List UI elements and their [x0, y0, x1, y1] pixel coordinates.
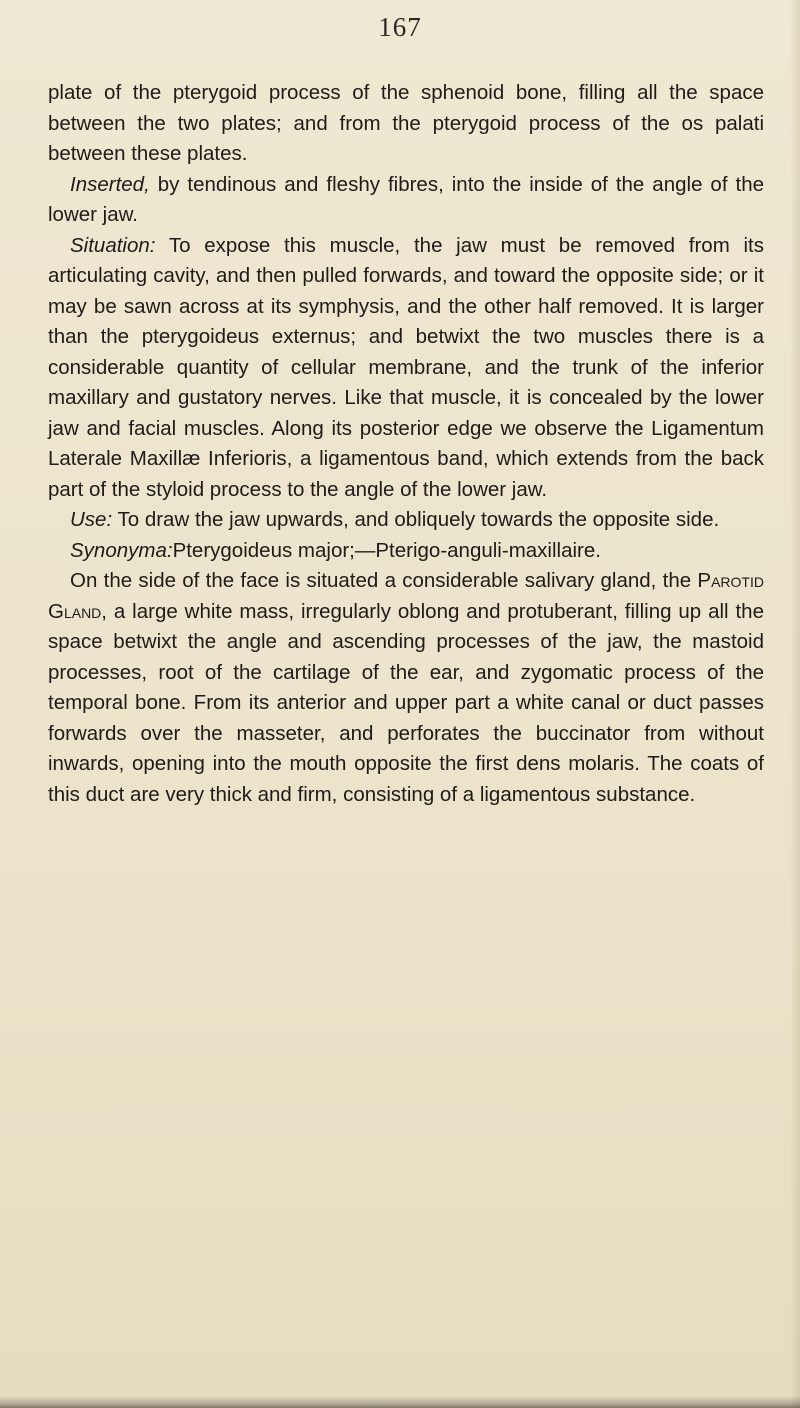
page-number: 167 — [378, 12, 422, 42]
text-use: To draw the jaw upwards, and obliquely towards the opposite side. — [112, 508, 720, 531]
paragraph-use — [48, 505, 764, 536]
text-inserted: by tendinous and fleshy fibres, into the inside of the angle of the lower jaw. — [48, 172, 764, 226]
body-text — [48, 78, 764, 810]
text-parotid-before: On the side of the face is situated a considerable salivary gland, the — [70, 569, 698, 592]
paragraph-situation — [48, 231, 764, 506]
paragraph-origin-continued: plate of the pterygoid process of the sphenoid bone, filling all the space between the two plates; and from the pterygoid process of the os palati between these plates. — [48, 81, 764, 165]
paragraph-synonyma — [48, 536, 764, 567]
page-bottom-edge-shadow — [0, 1396, 800, 1408]
text-synonyma: Pterygoideus major;—Pterigo-anguli-maxillaire. — [172, 538, 601, 562]
label-use: Use: — [70, 508, 113, 531]
paragraph-inserted — [48, 170, 764, 231]
term-parotid-gland: Parotid Gland — [48, 569, 764, 623]
text-parotid-after: , a large white mass, irregularly oblong and protuberant, filling up all the space betwixt the angle and ascending processes of the jaw, the mastoid processes, root of the cartilage of the ear, and zygomatic process of the temporal bone. From its anterior and upper part a white canal or duct passes forwards over the masseter, and perforates the buccinator from without inwards, opening into the mouth opposite the first dens molaris. The coats of this duct are very thick and firm, consisting of a ligamentous substance. — [48, 599, 764, 806]
page-right-edge-shadow — [790, 0, 800, 1408]
label-synonyma: Synonyma: — [70, 538, 173, 562]
label-inserted: Inserted, — [70, 172, 150, 196]
paragraph-parotid-gland — [48, 566, 764, 810]
label-situation: Situation: — [70, 233, 156, 257]
text-situation: To expose this muscle, the jaw must be removed from its articulating cavity, and then pulled forwards, and toward the opposite side; or it may be sawn across at its symphysis, and the other half removed. It is larger than the pterygoideus externus; and betwixt the two muscles there is a considerable quantity of cellular membrane, and the trunk of the inferior maxillary and gustatory nerves. Like that muscle, it is concealed by the lower jaw and facial muscles. Along its posterior edge we observe the Ligamentum Laterale Maxillæ Inferioris, a ligamentous band, which extends from the back part of the styloid process to the angle of the lower jaw. — [48, 233, 764, 501]
